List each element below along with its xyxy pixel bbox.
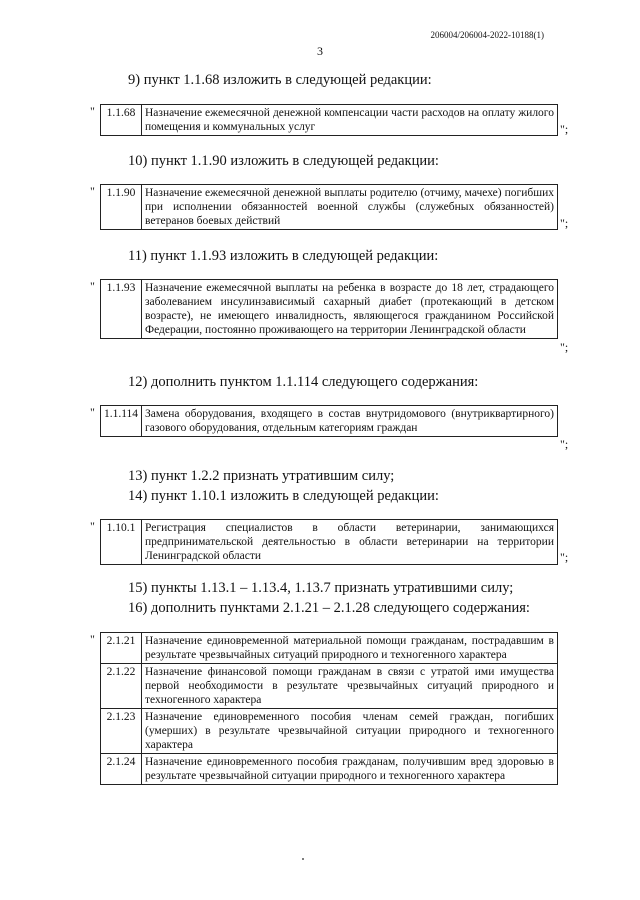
item-text: Назначение ежемесячной денежной компенсации части расходов на оплату жилого помещения и коммунальных услуг: [142, 105, 558, 136]
item-code: 1.1.90: [101, 185, 142, 230]
item-code: 2.1.21: [101, 633, 142, 664]
item-text: Назначение единовременного пособия членам семей граждан, погибших (умерших) в результате чрезвычайной ситуации природного и техногенного характера: [142, 709, 558, 754]
document-code: 206004/206004-2022-10188(1): [430, 30, 544, 40]
item-code: 1.10.1: [101, 520, 142, 565]
quote-open: ": [90, 405, 95, 419]
table-row: [101, 754, 558, 785]
item-text: Назначение финансовой помощи гражданам в связи с утратой ими имущества первой необходимости в результате чрезвычайных ситуаций природного и техногенного характера: [142, 664, 558, 709]
table-row: [101, 185, 558, 230]
item-heading: 16) дополнить пунктами 2.1.21 – 2.1.28 следующего содержания:: [128, 600, 530, 616]
table-row: [101, 664, 558, 709]
item-text: Замена оборудования, входящего в состав внутридомового (внутриквартирного) газового оборудования, отдельным категориям граждан: [142, 406, 558, 437]
table-row: [101, 406, 558, 437]
item-code: 1.1.93: [101, 280, 142, 339]
quote-open: ": [90, 279, 95, 293]
quote-close: ";: [560, 437, 569, 451]
amendment-table: [100, 184, 558, 230]
item-code: 1.1.68: [101, 105, 142, 136]
item-code: 2.1.22: [101, 664, 142, 709]
quote-open: ": [90, 632, 95, 646]
amendment-table: [100, 405, 558, 437]
table-row: [101, 633, 558, 664]
table-row: [101, 709, 558, 754]
quote-close: ";: [560, 216, 569, 230]
amendment-table: [100, 104, 558, 136]
item-heading: 15) пункты 1.13.1 – 1.13.4, 1.13.7 признать утратившими силу;: [128, 580, 514, 596]
item-heading: 14) пункт 1.10.1 изложить в следующей редакции:: [128, 488, 439, 504]
item-code: 1.1.114: [101, 406, 142, 437]
quote-open: ": [90, 104, 95, 118]
item-text: Назначение ежемесячной выплаты на ребенка в возрасте до 18 лет, страдающего заболеванием инсулинзависимый сахарный диабет (протекающий в детском возрасте), не имеющего инвалидность, являющегося гражданином Российской Федерации, постоянно проживающего на территории Ленинградской области: [142, 280, 558, 339]
item-code: 2.1.24: [101, 754, 142, 785]
item-text: Назначение ежемесячной денежной выплаты родителю (отчиму, мачехе) погибших при исполнении обязанностей военной службы (служебных обязанностей) ветеранов боевых действий: [142, 185, 558, 230]
amendment-table: [100, 279, 558, 339]
amendment-table: [100, 632, 558, 785]
quote-close: ";: [560, 340, 569, 354]
quote-close: ";: [560, 122, 569, 136]
item-text: Регистрация специалистов в области ветеринарии, занимающихся предпринимательской деятельностью в области ветеринарии на территории Ленинградской области: [142, 520, 558, 565]
item-heading: 12) дополнить пунктом 1.1.114 следующего содержания:: [128, 374, 479, 390]
item-text: Назначение единовременного пособия гражданам, получившим вред здоровью в результате чрезвычайной ситуации природного и техногенного характера: [142, 754, 558, 785]
item-heading: 10) пункт 1.1.90 изложить в следующей редакции:: [128, 153, 439, 169]
page-number: 3: [317, 44, 323, 58]
item-text: Назначение единовременной материальной помощи гражданам, пострадавшим в результате чрезвычайных ситуаций природного и техногенного характера: [142, 633, 558, 664]
scan-speck: [302, 858, 304, 860]
table-row: [101, 105, 558, 136]
quote-open: ": [90, 519, 95, 533]
quote-open: ": [90, 184, 95, 198]
quote-close: ";: [560, 550, 569, 564]
table-row: [101, 520, 558, 565]
item-heading: 9) пункт 1.1.68 изложить в следующей редакции:: [128, 72, 432, 88]
amendment-table: [100, 519, 558, 565]
item-heading: 11) пункт 1.1.93 изложить в следующей редакции:: [128, 248, 439, 264]
table-row: [101, 280, 558, 339]
item-heading: 13) пункт 1.2.2 признать утратившим силу;: [128, 468, 395, 484]
item-code: 2.1.23: [101, 709, 142, 754]
